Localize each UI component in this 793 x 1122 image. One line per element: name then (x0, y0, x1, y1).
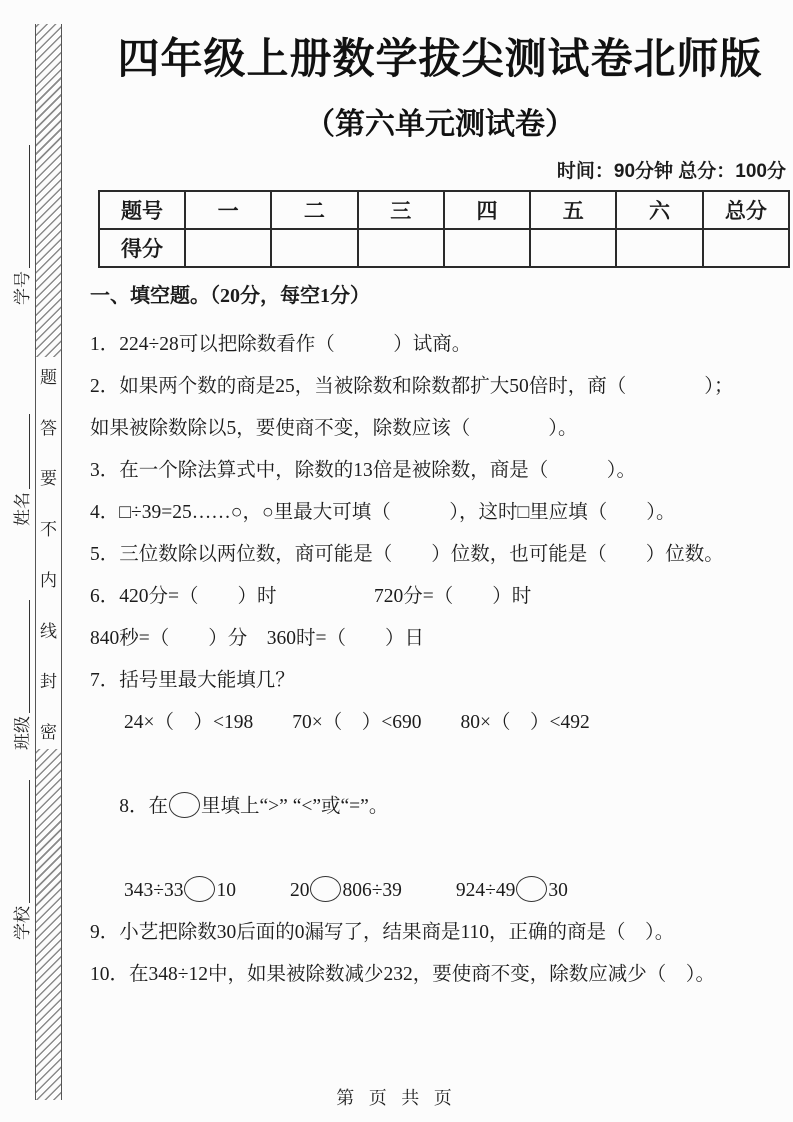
question-number-header: 题号 (99, 191, 185, 229)
question-7: 7．括号里最大能填几？ (90, 670, 295, 691)
class-field (7, 600, 33, 750)
compare-circle (516, 876, 547, 902)
question-9: 9．小艺把除数30后面的0漏写了，结果商是110，正确的商是（ ）。 (90, 922, 675, 943)
school-field (7, 780, 33, 940)
seal-char: 不 (40, 520, 57, 540)
school-label: 学校 (13, 906, 32, 940)
seal-char: 题 (40, 368, 57, 387)
compare-left: 343÷33 (124, 880, 184, 901)
compare-right: 10 (216, 880, 236, 901)
seal-line-text (36, 357, 61, 749)
total-score-header: 总分 (703, 191, 789, 229)
seal-char: 内 (40, 570, 57, 590)
compare-item (124, 870, 236, 912)
seal-line-strip (35, 24, 62, 1100)
class-label: 班级 (13, 716, 32, 750)
student-name-field (7, 414, 33, 526)
section-1-heading: 一、填空题。（20分，每空1分） (90, 285, 370, 307)
hatch-pattern-bottom (36, 749, 61, 1100)
seal-char: 线 (40, 621, 57, 641)
question-7-items: 24×（ ）<198 70×（ ）<690 80×（ ）<492 (124, 712, 590, 733)
student-name-label: 姓名 (13, 492, 32, 526)
question-4: 4．□÷39=25……○，○里最大可填（ ），这时□里应填（ ）。 (90, 502, 676, 523)
compare-left: 20 (289, 880, 310, 901)
student-number-blank (29, 145, 30, 268)
question-6-line-1: 6．420分=（ ）时 720分=（ ）时 (90, 586, 532, 607)
score-table-score-row (99, 229, 789, 267)
score-cell (444, 229, 530, 267)
compare-item (290, 870, 402, 912)
score-cell (358, 229, 444, 267)
score-cell (530, 229, 616, 267)
paper-subtitle: （第六单元测试卷） (305, 108, 575, 141)
student-name-blank (29, 414, 30, 489)
score-row-label: 得分 (99, 229, 185, 267)
compare-right: 806÷39 (342, 880, 402, 901)
col-header-5: 五 (530, 191, 616, 229)
paper-title: 四年级上册数学拔尖测试卷北师版 (117, 35, 763, 82)
compare-right: 30 (548, 880, 568, 901)
compare-left: 924÷49 (455, 880, 516, 901)
question-2-line-1: 2．如果两个数的商是25，当被除数和除数都扩大50倍时，商（ ）； (90, 376, 734, 397)
time-and-score-info: 时间：90分钟 总分：100分 (556, 161, 786, 182)
question-2-line-2: 如果被除数除以5，要使商不变，除数应该（ ）。 (90, 418, 578, 439)
col-header-3: 三 (358, 191, 444, 229)
col-header-1: 一 (185, 191, 271, 229)
question-8-prefix: 8．在 (119, 796, 169, 817)
score-cell (616, 229, 702, 267)
seal-char: 封 (40, 672, 57, 692)
question-3: 3．在一个除法算式中，除数的13倍是被除数，商是（ ）。 (90, 460, 637, 481)
seal-char: 密 (40, 722, 57, 742)
seal-char: 答 (40, 418, 57, 438)
seal-char: 要 (40, 469, 57, 489)
col-header-2: 二 (271, 191, 357, 229)
questions-list (90, 324, 790, 996)
question-5: 5．三位数除以两位数，商可能是（ ）位数，也可能是（ ）位数。 (90, 544, 724, 565)
score-cell (703, 229, 789, 267)
student-number-field (7, 145, 33, 305)
compare-circle (184, 876, 215, 902)
col-header-4: 四 (444, 191, 530, 229)
page-footer: 第 页 共 页 (336, 1088, 457, 1108)
compare-circle (310, 876, 341, 902)
question-1: 1．224÷28可以把除数看作（ ）试商。 (90, 334, 472, 355)
compare-item (456, 870, 568, 912)
school-blank (29, 780, 30, 903)
score-cell (185, 229, 271, 267)
compare-circle (169, 792, 200, 818)
score-table-header-row (99, 191, 789, 229)
col-header-6: 六 (616, 191, 702, 229)
student-number-label: 学号 (13, 271, 32, 305)
question-10: 10．在348÷12中，如果被除数减少232，要使商不变，除数应减少（ ）。 (90, 964, 715, 985)
question-8-items (90, 870, 790, 912)
score-cell (271, 229, 357, 267)
score-table (98, 190, 790, 268)
test-paper-content (90, 0, 790, 996)
question-8 (90, 744, 790, 870)
question-8-suffix: 里填上“>” “<”或“=”。 (201, 796, 389, 817)
class-blank (29, 600, 30, 713)
question-6-line-2: 840秒=（ ）分 360时=（ ）日 (90, 628, 424, 649)
hatch-pattern-top (36, 24, 61, 357)
